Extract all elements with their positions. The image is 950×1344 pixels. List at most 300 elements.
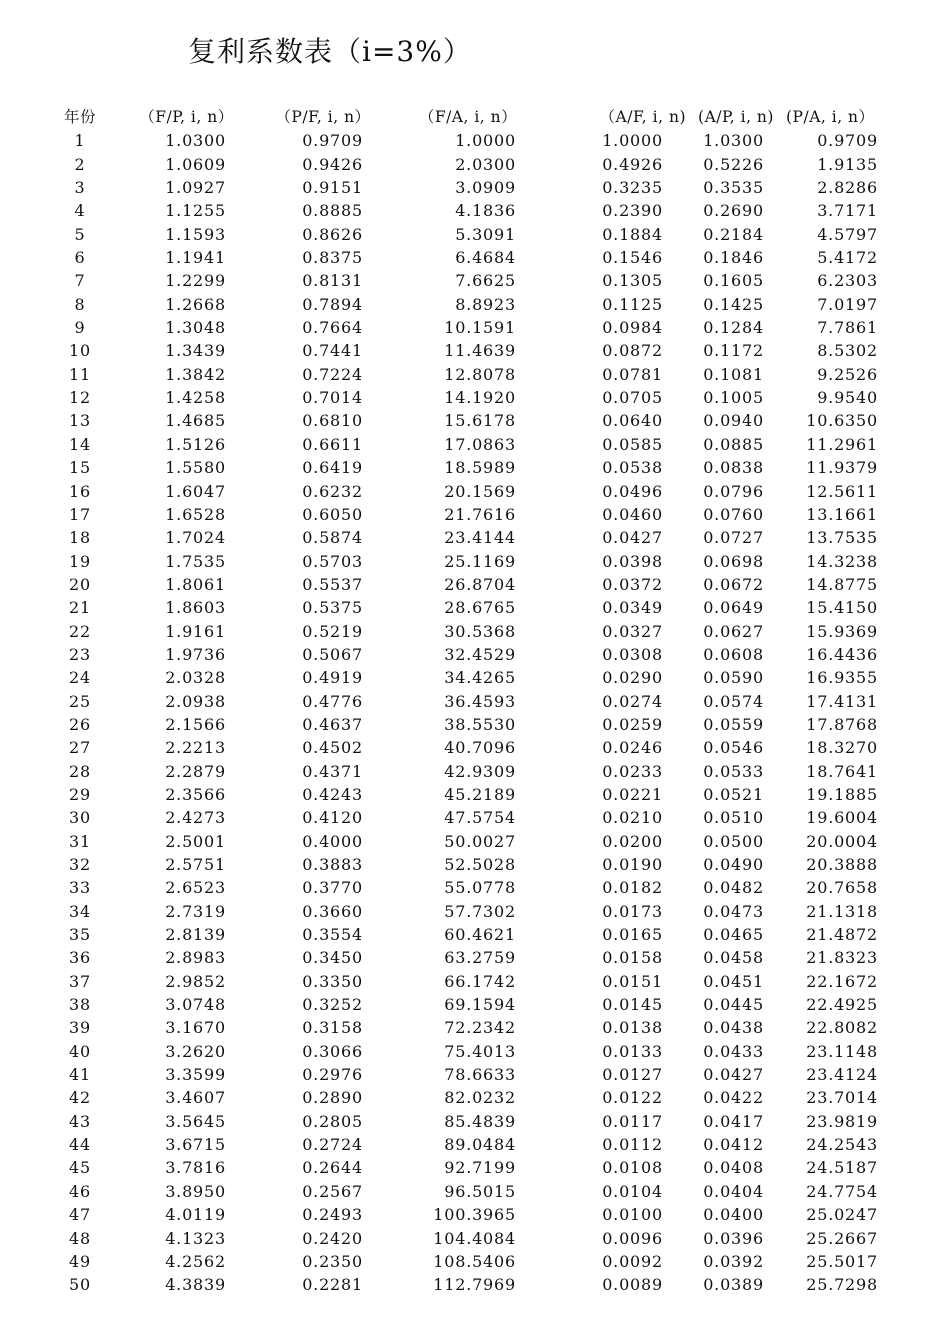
cell-fp: 4.3839: [165, 1275, 226, 1295]
cell-year: 5: [74, 224, 86, 244]
cell-pa: 5.4172: [817, 248, 878, 268]
cell-fa: 12.8078: [444, 364, 516, 384]
cell-fa: 3.0909: [455, 178, 516, 198]
cell-pf: 0.5375: [302, 598, 363, 618]
cell-fa: 85.4839: [444, 1111, 516, 1131]
cell-year: 36: [69, 948, 91, 968]
cell-ap: 0.0727: [703, 528, 764, 548]
cell-year: 43: [69, 1111, 91, 1131]
cell-ap: 1.0300: [703, 131, 764, 151]
cell-pf: 0.4120: [302, 808, 363, 828]
cell-af: 0.0290: [602, 668, 663, 688]
cell-af: 0.1305: [602, 271, 663, 291]
cell-year: 9: [74, 318, 86, 338]
cell-ap: 0.1846: [703, 248, 764, 268]
table-row: [40, 129, 900, 152]
cell-ap: 0.0796: [703, 481, 764, 501]
cell-fa: 66.1742: [444, 971, 516, 991]
cell-pf: 0.3450: [302, 948, 363, 968]
cell-fa: 20.1569: [444, 481, 516, 501]
header-year: 年份: [63, 108, 96, 126]
cell-pf: 0.6810: [302, 411, 363, 431]
cell-year: 12: [69, 388, 91, 408]
cell-af: 0.0096: [602, 1228, 663, 1248]
header-fp: （F/P, i, n）: [139, 108, 234, 126]
cell-year: 35: [69, 925, 91, 945]
table-row: [40, 876, 900, 899]
cell-af: 0.1884: [602, 224, 663, 244]
cell-pf: 0.7441: [302, 341, 363, 361]
cell-pa: 8.5302: [817, 341, 878, 361]
cell-pf: 0.5219: [302, 621, 363, 641]
cell-year: 29: [69, 784, 91, 804]
cell-year: 18: [69, 528, 91, 548]
cell-fp: 2.0938: [165, 691, 226, 711]
cell-fa: 52.5028: [444, 855, 516, 874]
cell-fa: 34.4265: [444, 668, 516, 688]
cell-pa: 1.9135: [817, 154, 878, 174]
cell-pa: 16.9355: [806, 668, 878, 688]
cell-af: 0.0112: [602, 1135, 663, 1155]
cell-fa: 25.1169: [444, 551, 516, 571]
cell-fp: 1.6528: [165, 504, 226, 524]
cell-year: 17: [69, 504, 91, 524]
cell-fa: 17.0863: [444, 434, 516, 454]
table-row: [40, 736, 900, 759]
cell-fp: 1.6047: [165, 481, 226, 501]
cell-year: 14: [69, 434, 91, 454]
cell-fa: 30.5368: [444, 621, 516, 641]
table-row: [40, 1133, 900, 1156]
cell-fp: 1.0300: [165, 131, 226, 151]
cell-pf: 0.6611: [302, 434, 363, 454]
cell-pf: 0.4243: [302, 784, 363, 804]
table-row: [40, 1250, 900, 1273]
cell-ap: 0.0940: [703, 411, 764, 431]
cell-af: 0.0327: [602, 621, 663, 641]
cell-pf: 0.2567: [302, 1181, 363, 1201]
cell-pf: 0.5067: [302, 644, 363, 664]
cell-fa: 42.9309: [444, 761, 516, 781]
cell-ap: 0.1081: [703, 364, 764, 384]
table-row: [40, 946, 900, 969]
cell-ap: 0.0427: [703, 1065, 764, 1085]
cell-fp: 1.4685: [165, 411, 226, 431]
cell-af: 0.0221: [602, 784, 663, 804]
cell-pf: 0.4371: [302, 761, 363, 781]
cell-ap: 0.1425: [703, 294, 764, 314]
cell-pa: 14.3238: [806, 551, 878, 571]
cell-year: 1: [74, 131, 86, 151]
cell-fp: 1.7024: [165, 528, 226, 548]
cell-fa: 75.4013: [444, 1041, 516, 1061]
cell-af: 0.0173: [602, 901, 663, 921]
cell-fp: 1.0609: [165, 154, 226, 174]
header-ap: (A/P, i, n): [698, 108, 774, 126]
cell-year: 22: [69, 621, 91, 641]
cell-fa: 28.6765: [444, 598, 516, 618]
table-row: [40, 1180, 900, 1203]
cell-af: 0.0585: [602, 434, 663, 454]
cell-ap: 0.0412: [703, 1135, 764, 1155]
cell-pa: 24.5187: [806, 1158, 878, 1178]
cell-pa: 25.0247: [806, 1205, 878, 1225]
cell-af: 0.0274: [602, 691, 663, 711]
cell-ap: 0.0521: [703, 784, 764, 804]
cell-pf: 0.8885: [302, 201, 363, 221]
cell-af: 0.0259: [602, 714, 663, 734]
table-row: [40, 269, 900, 292]
cell-af: 0.0460: [602, 504, 663, 524]
table-row: [40, 363, 900, 386]
table-row: [40, 970, 900, 993]
cell-fp: 1.8603: [165, 598, 226, 618]
cell-pf: 0.3252: [302, 995, 363, 1015]
cell-year: 7: [74, 271, 86, 291]
header-pf: （P/F, i, n）: [275, 108, 371, 126]
cell-fa: 6.4684: [455, 248, 516, 268]
cell-pa: 18.3270: [806, 738, 878, 758]
cell-pf: 0.6050: [302, 504, 363, 524]
cell-fp: 1.1255: [165, 201, 226, 221]
cell-year: 3: [74, 178, 86, 198]
cell-year: 11: [69, 364, 91, 384]
cell-ap: 0.0473: [703, 901, 764, 921]
cell-year: 13: [69, 411, 91, 431]
cell-ap: 0.0590: [703, 668, 764, 688]
cell-fa: 21.7616: [444, 504, 516, 524]
cell-af: 0.0349: [602, 598, 663, 618]
table-row: [40, 596, 900, 619]
cell-pf: 0.4776: [302, 691, 363, 711]
cell-pa: 25.7298: [806, 1275, 878, 1295]
cell-fp: 3.4607: [165, 1088, 226, 1108]
cell-fp: 2.4273: [165, 808, 226, 828]
cell-af: 0.0427: [602, 528, 663, 548]
cell-ap: 0.0885: [703, 434, 764, 454]
cell-ap: 0.0533: [703, 761, 764, 781]
cell-ap: 0.0433: [703, 1041, 764, 1061]
cell-fp: 1.9736: [165, 644, 226, 664]
cell-pf: 0.8131: [302, 271, 363, 291]
cell-ap: 0.0438: [703, 1018, 764, 1038]
cell-fa: 69.1594: [444, 995, 516, 1015]
cell-year: 44: [69, 1135, 91, 1155]
table-row: [40, 480, 900, 503]
cell-ap: 0.0608: [703, 644, 764, 664]
cell-af: 0.0496: [602, 481, 663, 501]
cell-af: 0.0398: [602, 551, 663, 571]
cell-fa: 26.8704: [444, 574, 516, 594]
cell-fp: 4.1323: [165, 1228, 226, 1248]
table-row: [40, 713, 900, 736]
cell-fp: 1.3842: [165, 364, 226, 384]
cell-pa: 21.4872: [806, 925, 878, 945]
cell-fp: 1.0927: [165, 178, 226, 198]
cell-year: 21: [69, 598, 91, 618]
cell-fa: 63.2759: [444, 948, 516, 968]
cell-fa: 8.8923: [455, 294, 516, 314]
cell-fp: 1.2668: [165, 294, 226, 314]
cell-af: 0.4926: [602, 154, 663, 174]
cell-fp: 1.1941: [165, 248, 226, 268]
cell-fp: 2.7319: [165, 901, 226, 921]
cell-year: 39: [69, 1018, 91, 1038]
table-row: [40, 433, 900, 456]
table-body: [40, 129, 900, 1296]
cell-fp: 1.3439: [165, 341, 226, 361]
cell-pf: 0.6419: [302, 458, 363, 478]
cell-fp: 1.4258: [165, 388, 226, 408]
cell-fp: 2.1566: [165, 714, 226, 734]
cell-af: 0.0133: [602, 1041, 663, 1061]
cell-pa: 19.6004: [806, 808, 878, 828]
cell-pf: 0.2890: [302, 1088, 363, 1108]
cell-fp: 3.5645: [165, 1111, 226, 1131]
cell-pf: 0.2493: [302, 1205, 363, 1225]
cell-ap: 0.0451: [703, 971, 764, 991]
cell-ap: 0.0408: [703, 1158, 764, 1178]
cell-fp: 1.5126: [165, 434, 226, 454]
cell-af: 1.0000: [602, 131, 663, 151]
cell-fp: 3.8950: [165, 1181, 226, 1201]
cell-fa: 96.5015: [444, 1181, 516, 1201]
table-row: [40, 806, 900, 829]
cell-af: 0.1546: [602, 248, 663, 268]
cell-ap: 0.0482: [703, 878, 764, 898]
cell-fp: 2.8983: [165, 948, 226, 968]
cell-pa: 19.1885: [806, 784, 878, 804]
cell-pa: 24.2543: [806, 1135, 878, 1155]
cell-pa: 2.8286: [817, 178, 878, 198]
cell-year: 40: [69, 1041, 91, 1061]
cell-ap: 0.0627: [703, 621, 764, 641]
cell-year: 6: [74, 248, 86, 268]
cell-pf: 0.8626: [302, 224, 363, 244]
cell-pf: 0.3660: [302, 901, 363, 921]
cell-pf: 0.3883: [302, 855, 363, 874]
cell-fp: 2.9852: [165, 971, 226, 991]
cell-pa: 11.2961: [806, 434, 878, 454]
cell-af: 0.0104: [602, 1181, 663, 1201]
table-row: [40, 339, 900, 362]
cell-pf: 0.4637: [302, 714, 363, 734]
cell-year: 10: [69, 341, 91, 361]
cell-pa: 22.1672: [806, 971, 878, 991]
cell-fa: 92.7199: [444, 1158, 516, 1178]
table-row: [40, 1156, 900, 1179]
table-row: [40, 573, 900, 596]
cell-fp: 1.8061: [165, 574, 226, 594]
cell-pa: 21.8323: [806, 948, 878, 968]
cell-ap: 0.1605: [703, 271, 764, 291]
cell-pf: 0.7894: [302, 294, 363, 314]
cell-fp: 4.0119: [165, 1205, 226, 1225]
table-row: [40, 1086, 900, 1109]
cell-year: 33: [69, 878, 91, 898]
cell-fa: 5.3091: [455, 224, 516, 244]
cell-fp: 3.0748: [165, 995, 226, 1015]
cell-pf: 0.9426: [302, 154, 363, 174]
cell-fp: 3.6715: [165, 1135, 226, 1155]
cell-pa: 13.1661: [806, 504, 878, 524]
cell-fp: 3.2620: [165, 1041, 226, 1061]
cell-fa: 38.5530: [444, 714, 516, 734]
cell-ap: 0.0458: [703, 948, 764, 968]
page-title: 复利系数表（i=3%）: [188, 35, 472, 68]
cell-pa: 14.8775: [806, 574, 878, 594]
cell-af: 0.0538: [602, 458, 663, 478]
table-row: [40, 456, 900, 479]
cell-ap: 0.0400: [703, 1205, 764, 1225]
cell-pa: 15.4150: [806, 598, 878, 618]
cell-year: 34: [69, 901, 91, 921]
cell-ap: 0.1172: [703, 341, 764, 361]
cell-pa: 20.3888: [806, 855, 878, 874]
cell-ap: 0.0396: [703, 1228, 764, 1248]
cell-ap: 0.1005: [703, 388, 764, 408]
cell-year: 41: [69, 1065, 91, 1085]
cell-year: 45: [69, 1158, 91, 1178]
table-row: [40, 526, 900, 549]
cell-pf: 0.4000: [302, 831, 363, 851]
table-row: [40, 176, 900, 199]
cell-ap: 0.0672: [703, 574, 764, 594]
cell-af: 0.0117: [602, 1111, 663, 1131]
table-row: [40, 1203, 900, 1226]
cell-fa: 4.1836: [455, 201, 516, 221]
cell-ap: 0.0559: [703, 714, 764, 734]
header-af: （A/F, i, n): [599, 108, 686, 126]
cell-af: 0.0122: [602, 1088, 663, 1108]
cell-af: 0.0308: [602, 644, 663, 664]
table-row: [40, 316, 900, 339]
cell-ap: 0.3535: [703, 178, 764, 198]
cell-af: 0.0200: [602, 831, 663, 851]
cell-pf: 0.3158: [302, 1018, 363, 1038]
cell-fa: 14.1920: [444, 388, 516, 408]
table-row: [40, 1227, 900, 1250]
table-row: [40, 620, 900, 643]
cell-ap: 0.0760: [703, 504, 764, 524]
cell-pf: 0.9151: [302, 178, 363, 198]
cell-pa: 23.1148: [806, 1041, 878, 1061]
cell-fp: 2.8139: [165, 925, 226, 945]
cell-af: 0.0705: [602, 388, 663, 408]
cell-fp: 2.6523: [165, 878, 226, 898]
table-row: [40, 690, 900, 713]
cell-year: 8: [74, 294, 86, 314]
cell-fa: 36.4593: [444, 691, 516, 711]
table-row: [40, 293, 900, 316]
cell-ap: 0.0838: [703, 458, 764, 478]
cell-fa: 108.5406: [433, 1251, 516, 1271]
cell-year: 28: [69, 761, 91, 781]
table-header-row: [40, 106, 900, 129]
cell-ap: 0.0417: [703, 1111, 764, 1131]
cell-ap: 0.1284: [703, 318, 764, 338]
cell-af: 0.0151: [602, 971, 663, 991]
table-row: [40, 923, 900, 946]
cell-pa: 3.7171: [817, 201, 878, 221]
cell-ap: 0.0574: [703, 691, 764, 711]
table-row: [40, 783, 900, 806]
cell-fa: 45.2189: [444, 784, 516, 804]
cell-pa: 23.4124: [806, 1065, 878, 1085]
cell-year: 47: [69, 1205, 91, 1225]
cell-pf: 0.3066: [302, 1041, 363, 1061]
cell-af: 0.0158: [602, 948, 663, 968]
cell-fa: 82.0232: [444, 1088, 516, 1108]
cell-af: 0.0138: [602, 1018, 663, 1038]
cell-pf: 0.4502: [302, 738, 363, 758]
cell-ap: 0.0445: [703, 995, 764, 1015]
cell-pa: 23.9819: [806, 1111, 878, 1131]
cell-af: 0.0190: [602, 855, 663, 874]
cell-fa: 1.0000: [455, 131, 516, 151]
table-row: [40, 386, 900, 409]
header-fa: （F/A, i, n）: [418, 108, 518, 126]
cell-fp: 1.7535: [165, 551, 226, 571]
cell-ap: 0.0510: [703, 808, 764, 828]
cell-af: 0.0100: [602, 1205, 663, 1225]
cell-fp: 2.0328: [165, 668, 226, 688]
cell-fa: 2.0300: [455, 154, 516, 174]
cell-fp: 1.1593: [165, 224, 226, 244]
cell-fp: 3.1670: [165, 1018, 226, 1038]
cell-fa: 11.4639: [444, 341, 516, 361]
cell-fa: 60.4621: [444, 925, 516, 945]
cell-pf: 0.5537: [302, 574, 363, 594]
cell-af: 0.0108: [602, 1158, 663, 1178]
cell-fa: 10.1591: [444, 318, 516, 338]
cell-pa: 25.2667: [806, 1228, 878, 1248]
table-row: [40, 246, 900, 269]
cell-fa: 18.5989: [444, 458, 516, 478]
cell-pa: 4.5797: [817, 224, 878, 244]
cell-year: 48: [69, 1228, 91, 1248]
cell-pa: 22.4925: [806, 995, 878, 1015]
table-row: [40, 1016, 900, 1039]
cell-fp: 2.5751: [165, 855, 226, 874]
cell-pa: 9.2526: [817, 364, 878, 384]
cell-fp: 1.2299: [165, 271, 226, 291]
cell-pf: 0.9709: [302, 131, 363, 151]
cell-year: 16: [69, 481, 91, 501]
cell-fp: 4.2562: [165, 1251, 226, 1271]
cell-pa: 11.9379: [806, 458, 878, 478]
cell-pa: 20.7658: [806, 878, 878, 898]
cell-ap: 0.0500: [703, 831, 764, 851]
cell-fa: 72.2342: [444, 1018, 516, 1038]
cell-ap: 0.0422: [703, 1088, 764, 1108]
cell-year: 2: [74, 154, 86, 174]
cell-ap: 0.5226: [703, 154, 764, 174]
table-row: [40, 900, 900, 923]
cell-pa: 12.5611: [806, 481, 878, 501]
cell-fp: 2.2213: [165, 738, 226, 758]
cell-af: 0.0233: [602, 761, 663, 781]
cell-af: 0.0372: [602, 574, 663, 594]
cell-pf: 0.8375: [302, 248, 363, 268]
cell-fp: 1.3048: [165, 318, 226, 338]
cell-pa: 7.7861: [817, 318, 878, 338]
cell-fa: 32.4529: [444, 644, 516, 664]
cell-fa: 7.6625: [455, 271, 516, 291]
cell-fa: 57.7302: [444, 901, 516, 921]
cell-year: 26: [69, 714, 91, 734]
cell-fp: 2.5001: [165, 831, 226, 851]
